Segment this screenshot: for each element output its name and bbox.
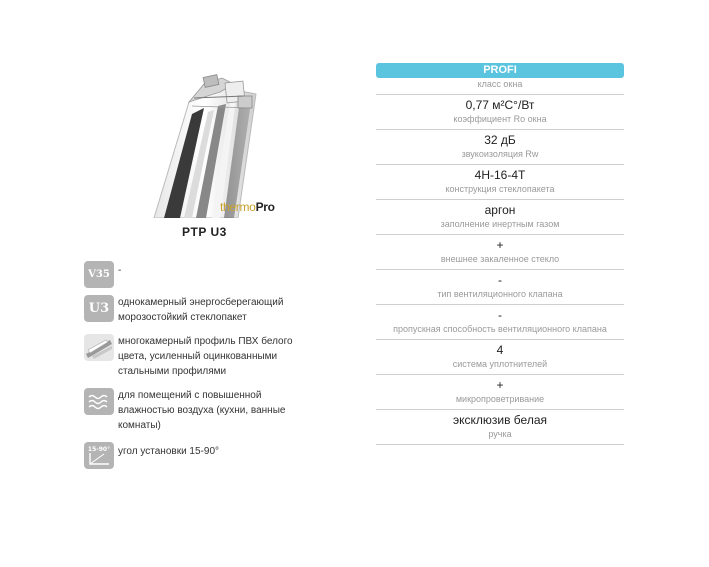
spec-value: -	[498, 308, 502, 322]
spec-row	[376, 410, 624, 445]
spec-label: пропускная способность вентиляционного клапана	[393, 324, 607, 334]
spec-row	[376, 305, 624, 340]
spec-value: 4	[496, 343, 504, 357]
v35-icon: V35	[84, 261, 114, 288]
spec-label: звукоизоляция Rw	[461, 149, 539, 159]
u3-icon: U3	[84, 295, 114, 322]
angle-icon	[84, 442, 114, 469]
spec-row	[376, 200, 624, 235]
spec-label: тип вентиляционного клапана	[437, 289, 563, 299]
thermopro-logo: thermoPro	[220, 200, 275, 214]
spec-table	[376, 63, 624, 445]
spec-value: 0,77 м²С°/Вт	[465, 98, 535, 112]
spec-row	[376, 375, 624, 410]
spec-row	[376, 78, 624, 95]
spec-row	[376, 235, 624, 270]
spec-value: 32 дБ	[484, 133, 516, 147]
spec-row	[376, 95, 624, 130]
spec-value: эксклюзив белая	[453, 413, 547, 427]
spec-value: 4Н-16-4Т	[474, 168, 526, 182]
spec-row	[376, 270, 624, 305]
spec-row	[376, 130, 624, 165]
window-class-header: PROFI	[376, 63, 624, 78]
spec-label: ручка	[488, 429, 512, 439]
spec-label: конструкция стеклопакета	[445, 184, 555, 194]
feature-text: -	[118, 265, 122, 276]
spec-row	[376, 340, 624, 375]
window-profile-image	[134, 62, 292, 218]
spec-label: коэффициент Ro окна	[453, 114, 547, 124]
spec-row	[376, 165, 624, 200]
svg-text:15-90°: 15-90°	[87, 446, 111, 453]
spec-label: микропроветривание	[455, 394, 545, 404]
spec-label: система уплотнителей	[452, 359, 548, 369]
profile-icon	[84, 334, 114, 361]
feature-text: многокамерный профиль ПВХ белого цвета, усиленный оцинкованными стальными профилями	[118, 336, 293, 377]
spec-value: аргон	[484, 203, 516, 217]
feature-text: однокамерный энергосберегающий морозостойкий стеклопакет	[118, 297, 284, 323]
humidity-waves-icon	[84, 388, 114, 415]
spec-value: +	[496, 238, 504, 252]
product-name: PTP U3	[182, 225, 227, 239]
feature-text: угол установки 15-90°	[118, 446, 220, 457]
spec-value: -	[498, 273, 502, 287]
spec-label: внешнее закаленное стекло	[440, 254, 560, 264]
feature-text: для помещений с повышенной влажностью воздуха (кухни, ванные комнаты)	[118, 390, 286, 431]
spec-label: заполнение инертным газом	[440, 219, 560, 229]
spec-value: +	[496, 378, 504, 392]
spec-label: класс окна	[477, 79, 523, 89]
